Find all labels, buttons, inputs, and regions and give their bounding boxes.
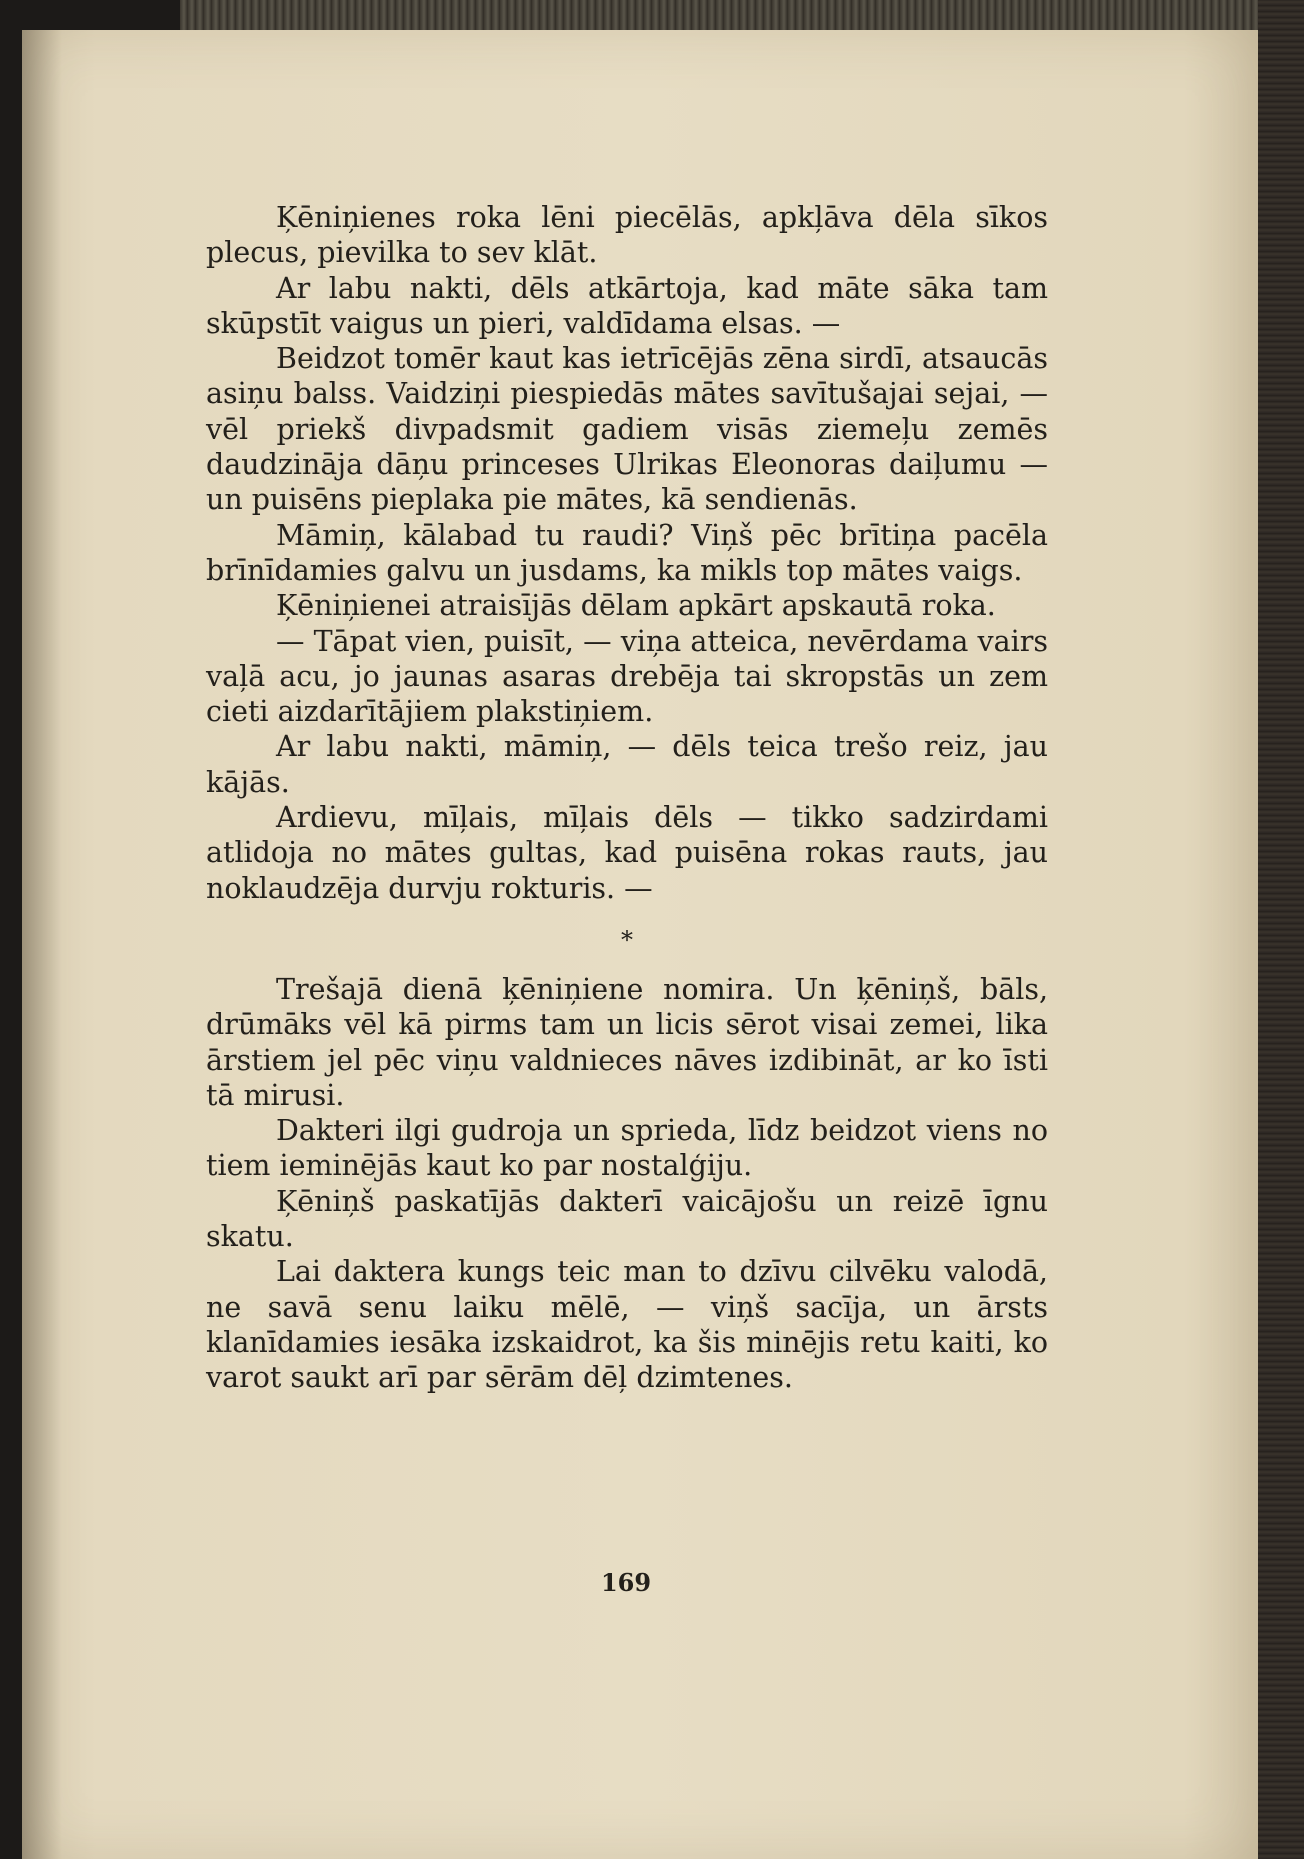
paragraph: Beidzot tomēr kaut kas ietrīcējās zēna sirdī, atsaucās asiņu balss. Vaidziņi piespiedās mātes savītušajai sejai, — vēl priekš divpadsmit gadiem visās ziemeļu zemēs daudzināja dāņu princeses Ulrikas Eleonoras daiļumu — un puisēns pieplaka pie mātes, kā sendienās. xyxy=(206,342,1048,517)
paragraph: Dakteri ilgi gudroja un sprieda, līdz beidzot viens no tiem ieminējās kaut ko par nostalģiju. xyxy=(206,1114,1048,1183)
page-number: 169 xyxy=(600,1568,652,1597)
section-break-asterisk: * xyxy=(621,925,633,954)
paragraph: Ķēniņš paskatījās dakterī vaicājošu un reizē īgnu skatu. xyxy=(206,1184,1048,1254)
paragraph: Ardievu, mīļais, mīļais dēls — tikko sadzirdami atlidoja no mātes gultas, kad puisēna rokas rauts, jau noklaudzēja durvju rokturis. — xyxy=(206,801,1048,905)
paragraph: Ķēniņienei atraisījās dēlam apkārt apskautā roka. xyxy=(276,589,996,623)
book-cover-edge xyxy=(1258,0,1304,1859)
paragraph: Ar labu nakti, dēls atkārtoja, kad māte sāka tam skūpstīt vaigus un pieri, valdīdama elsas. — xyxy=(206,271,1048,340)
paragraph: — Tāpat vien, puisīt, — viņa atteica, nevērdama vairs vaļā acu, jo jaunas asaras drebēja tai skropstās un zem cieti aizdarītājiem plakstiņiem. xyxy=(206,624,1048,729)
paragraph: Ar labu nakti, māmiņ, — dēls teica trešo reiz, jau kājās. xyxy=(206,730,1048,799)
paragraph: Māmiņ, kālabad tu raudi? Viņš pēc brītiņa pacēla brīnīdamies galvu un jusdams, ka mikls top mātes vaigs. xyxy=(206,518,1048,587)
paragraph: Lai daktera kungs teic man to dzīvu cilvēku valodā, ne savā senu laiku mēlē, — viņš sacīja, un ārsts klanīdamies iesāka izskaidrot, ka šis minējis retu kaiti, ko varot saukt arī par sērām dēļ dzimtenes. xyxy=(206,1255,1048,1395)
body-text xyxy=(206,200,1048,1396)
paragraph: Ķēniņienes roka lēni piecēlās, apkļāva dēla sīkos plecus, pievilka to sev klāt. xyxy=(206,201,1048,270)
paragraph: Trešajā dienā ķēniņiene nomira. Un ķēniņš, bāls, drūmāks vēl kā pirms tam un licis sērot visai zemei, lika ārstiem jel pēc viņu valdnieces nāves izdibināt, ar ko īsti tā mirusi. xyxy=(206,972,1048,1112)
